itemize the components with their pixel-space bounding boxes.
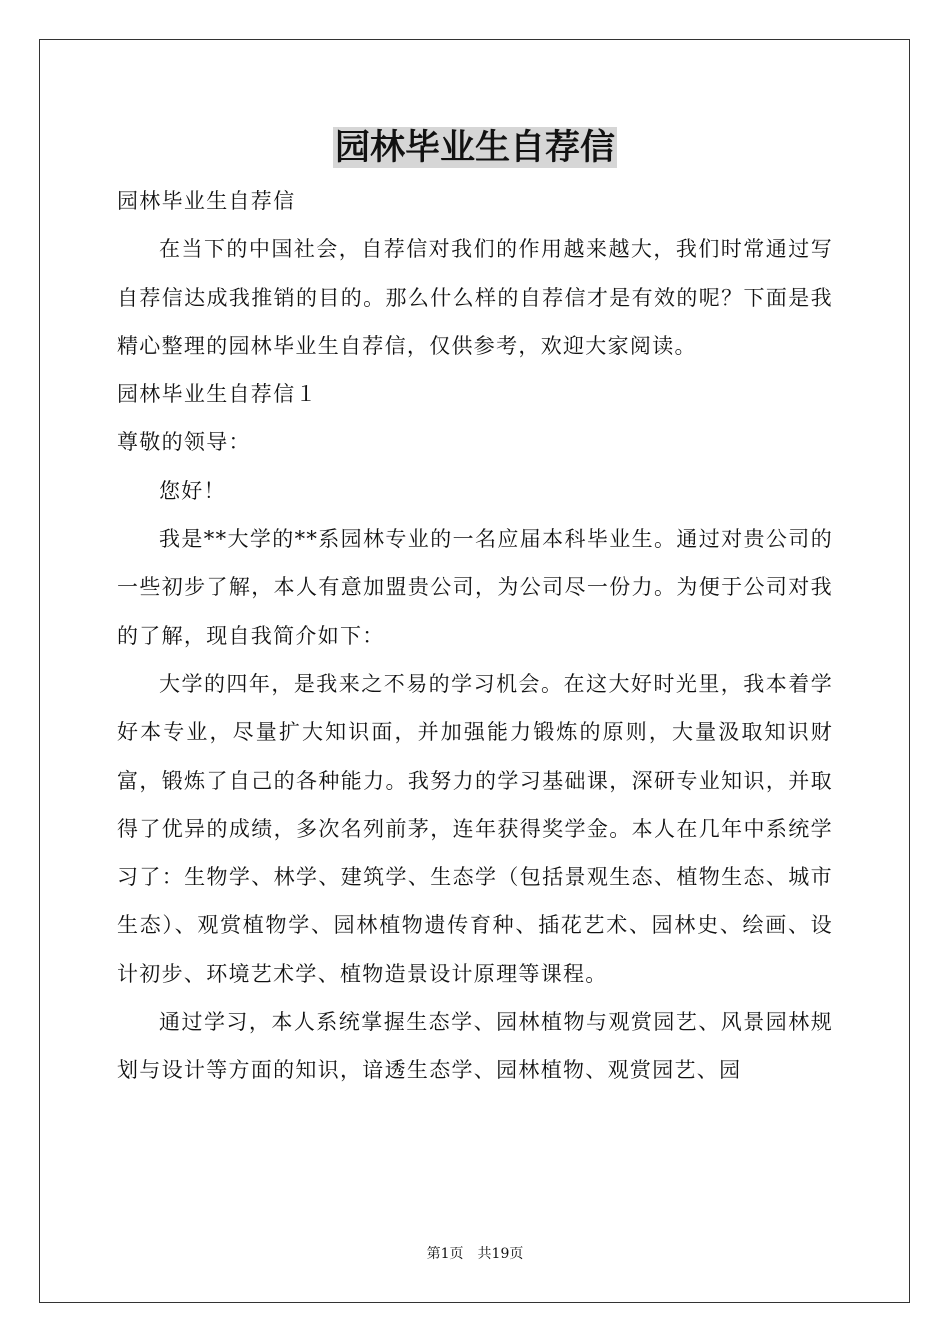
paragraph: 大学的四年，是我来之不易的学习机会。在这大好时光里，我本着学好本专业，尽量扩大知识面，并加强能力锻炼的原则，大量汲取知识财富，锻炼了自己的各种能力。我努力的学习基础课，深研专业知识，并取得了优异的成绩，多次名列前茅，连年获得奖学金。本人在几年中系统学习了：生物学、林学、建筑学、生态学（包括景观生态、植物生态、城市生态）、观赏植物学、园林植物遗传育种、插花艺术、园林史、绘画、设计初步、环境艺术学、植物造景设计原理等课程。 [117,671,833,986]
page-footer [0,1244,950,1264]
paragraph: 我是**大学的**系园林专业的一名应届本科毕业生。通过对贵公司的一些初步了解，本人有意加盟贵公司，为公司尽一份力。为便于公司对我的了解，现自我简介如下： [117,527,833,648]
page-total: 共19页 [477,1246,524,1262]
paragraph: 园林毕业生自荐信 [117,189,296,213]
paragraph: 您好！ [159,478,226,503]
paragraph: 通过学习，本人系统掌握生态学、园林植物与观赏园艺、风景园林规划与设计等方面的知识，谙透生态学、园林植物、观赏园艺、园 [117,1010,833,1083]
paragraph: 尊敬的领导： [117,430,251,455]
paragraph: 在当下的中国社会，自荐信对我们的作用越来越大，我们时常通过写自荐信达成我推销的目的。那么什么样的自荐信才是有效的呢？下面是我精心整理的园林毕业生自荐信，仅供参考，欢迎大家阅读。 [117,237,833,358]
document-body [117,177,833,1095]
paragraph: 园林毕业生自荐信１ [117,382,318,407]
document-title-text: 园林毕业生自荐信 [334,127,615,168]
document-title [0,126,950,170]
page-number: 第1页 [426,1246,464,1262]
